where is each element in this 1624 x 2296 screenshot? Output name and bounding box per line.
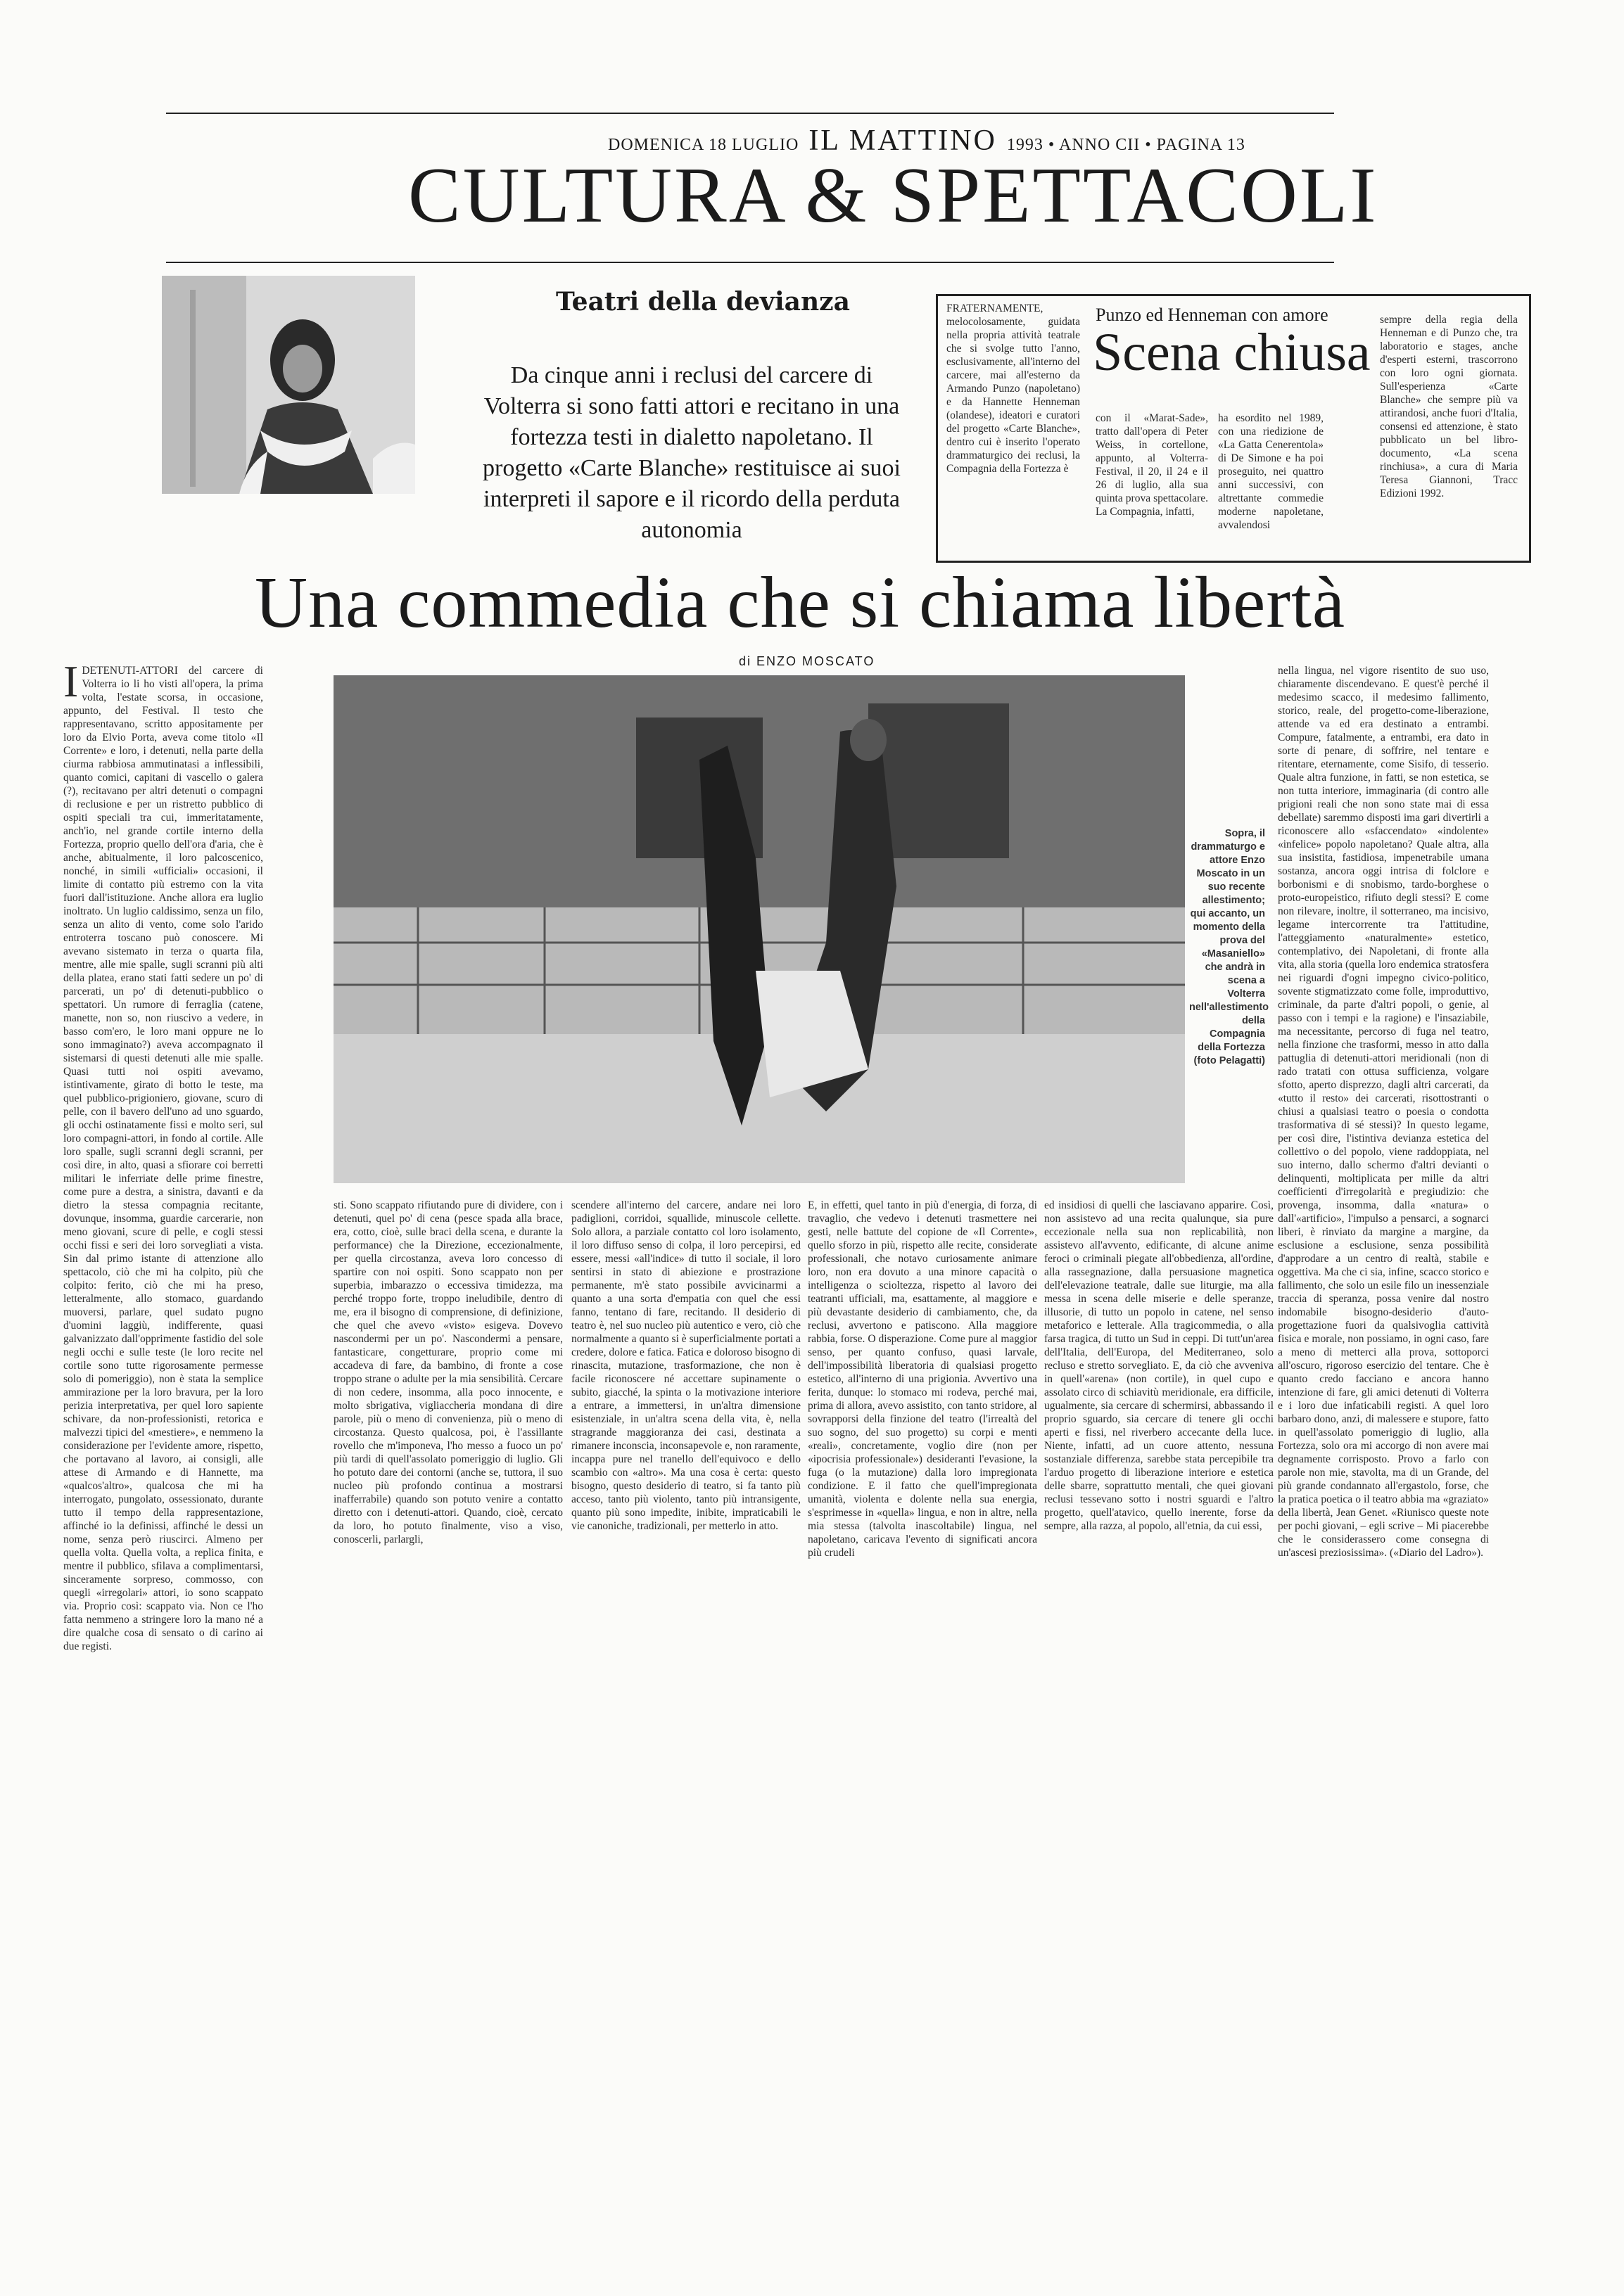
headline: Una commedia che si chiama libertà — [255, 562, 1346, 643]
masthead-day: DOMENICA 18 LUGLIO — [608, 136, 799, 154]
sidebar-col-3 — [1218, 412, 1324, 549]
article-col-3 — [571, 1199, 801, 1600]
sidebar-col-4-text: sempre della regia della Henneman e di Punzo che, tra laboratorio e stages, anche d'esperti esterni, trascorrono con loro ogni giornata. Sull'esperienza «Carte Blanche» che sempre più va attirandosi, anche fuori d'Italia, consensi ed attenzione, è stato pubblicato un bel libro-documento, «La scena rinchiusa», a cura di Maria Teresa Giannoni, Tracc Edizioni 1992. — [1380, 314, 1518, 499]
sidebar-box — [936, 294, 1531, 563]
sidebar-col-1 — [946, 302, 1080, 555]
sidebar-col-2 — [1096, 412, 1208, 549]
sidebar-title: Scena chiusa — [1093, 323, 1371, 382]
standfirst: Da cinque anni i reclusi del carcere di Volterra si sono fatti attori e recitano in una fortezza testi in dialetto napoletano. Il progetto «Carte Blanche» restituisce ai suoi interpreti il sapore e il ricordo della perduta autonomia — [483, 362, 901, 543]
article-col-6 — [1278, 664, 1489, 1607]
article-col-5-text: ed insidiosi di quelli che lasciavano apparire. Così, non assistevo ad una recita qualunque, sia pure eccezionale nella sua non replicabilità, non assistevo all'avvento, edificante, di alcune anime feroci o criminali piegate all'obbedienza, all'ordine, alla rassegnazione, dalla persuasione magnetica dell'elevazione teatrale, dalle sue liturgie, ma alla messa in scena delle miserie e delle speranze, illusorie, di tutto un popolo in catene, nel senso metaforico e letterale. Alla tragicommedia, o alla farsa tragica, di tutto un Sud in ceppi. Di tutt'un'area dell'Italia, dell'Europa, del Mediterraneo, solo recluso e stretto sorvegliato. E, da ciò che avveniva in quell'«arena» (non cortile), in quel cupo e assolato circo di schiavitù meridionale, era difficile, ugualmente, sia cercare di schermirsi, abbassando il proprio sguardo, sia cercare di tenere gli occhi aperti e fissi, nel riverbero accecante della luce. Niente, infatti, ad un cuore attento, nessuna sostanziale differenza, sarebbe stata percepibile tra l'arduo progetto di liberazione interiore e estetica delle sbarre, soprattutto mentali, che quei giovani reclusi tessevano sotto i nostri sguardi e l'altro progetto, quell'atavico, quello inerente, forse da sempre, alla razza, al popolo, all'etnia, da cui essi, — [1044, 1199, 1274, 1532]
article-col-3-text: scendere all'interno del carcere, andare nei loro padiglioni, corridoi, squallide, minuscole cellette. Solo allora, a parziale contatto col loro isolamento, il loro diffuso senso di colpa, il loro percepirsi, ed essere, messi «all'indice» di tutto il sociale, il loro sentirsi in stato di abiezione e prostrazione permanente, m'è stato possibile avvicinarmi a quanto a una sorta d'empatia con quel che essi fanno, tentano di fare, recitando. Il desiderio di teatro è, nel suo nucleo più autentico e vero, ciò che normalmente a quanto si è superficialmente portati a credere, dolore e fatica. Fatica e doloroso bisogno di rinascita, mutazione, trasformazione, che non è facile riconoscere né accettare supinamente o subito, giacché, la spinta o la motivazione interiore a entrare, a immettersi, in un'altra dimensione esistenziale, in un'altra scena della vita, è, nella stragrande maggioranza dei casi, destinata a rimanere inconscia, inconsapevole e, non raramente, incappa pure nel tranello dell'equivoco e dello scambio con «altro». Ma una cosa è certa: questo bisogno, questo desiderio di teatro, si fa tanto più acceso, tanto più violento, tanto più intransigente, quanto più sono impedite, inibite, impraticabili le vie canoniche, tradizionali, per metterlo in atto. — [571, 1199, 801, 1532]
article-col-1-text: DETENUTI-ATTORI del carcere di Volterra io li ho visti all'opera, la prima volta, l'estate scorsa, in occasione, appunto, del Festival. Il testo che rappresentavano, scritto appositamente per loro da Elvio Porta, aveva come titolo «Il Corrente» e loro, i detenuti, nella parte della ciurma rabbiosa ammutinatasi a inflessibili, quanto comici, capitani di vascello o galera (?), recitavano per altri detenuti o compagni di reclusione e per un ristretto pubblico di ospiti speciali tra cui, immeritatamente, anch'io, nel grande cortile interno della Fortezza, proprio quello dell'ora d'aria, che è anche, abitualmente, il loro palcoscenico, nonché, in simili «ufficiali» occasioni, il limite di contatto più estremo con la vita fuori dall'istituzione. Anche allora era luglio inoltrato. Un luglio caldissimo, senza un filo, senza un alito di vento, come solo l'arido entroterra toscano può conoscere. Mi avevano sistemato in terza o quarta fila, mentre, alle mie spalle, sugli scranni più alti della platea, erano stati fatti sedere un po' di parcerati, un po' di detenuti-pubblico o spettatori. Un rumore di ferraglia (catene, manette, non so, non riuscivo a vedere, in basso com'ero, le loro mani oppure ne lo sono immaginato?) aveva accompagnato il sistemarsi di questi detenuti alle mie spalle. Quasi tutti noi ospiti avevamo, istintivamente, girato di botto le teste, ma quel pubblico-prigioniero, giovane, scuro di pelle, con il bavero dell'uno ad uno sguardo, gli occhi ostinatamente fissi e molto seri, sul loro compagni-attori, in fondo al cortile. Alle loro spalle, sugli scranni degli scranni, per così dire, in alto, quasi a sfiorare coi berretti militari le inferriate delle prime finestre, come pure a destra, a sinistra, davanti e da dietro la stessa compagnia recitante, dovunque, insomma, guardie carcerarie, non meno giovani, scure di pelle, e cogli stessi occhi fissi e seri dei loro sorvegliati a vista. Sin dal primo istante di attenzione allo spettacolo, ciò che mi ha colpito, più che colpito: ferito, ciò che mi ha preso, letteralmente, allo stomaco, guardando muoversi, parlare, quel sudato pugno d'uomini laggiù, indifferente, quasi galvanizzato dall'opprimente fastidio del sole negli occhi e sulle teste (le loro recite nel cortile sono tutte rigorosamente permesse solo di pomeriggio), non è stata la semplice ammirazione per la loro bravura, per la loro perizia interpretativa, per quel loro sapiente schivare, da non-professionisti, retorica e malvezzi tipici del «mestiere», e nemmeno la considerazione per l'evidente amore, rispetto, che portavano al lavoro, ai consigli, alle attese di Armando e di Hannette, ma «qualcos'altro», qualcosa che mi ha interrogato, pungolato, ossessionato, durante tutto il tempo della rappresentazione, affinché io la definissi, affinché le dessi un nome, senza però riuscirci. Almeno per quella volta. Quella volta, a replica finita, e mentre il pubblico, sfilava a complimentarsi, sinceramente sorpreso, commosso, con quegli «irregolari» attori, io sono scappato via. Proprio così: scappato via. Non ce l'ho fatta nemmeno a stringere loro la mano né a dire qualche cosa di sensato o di carino ai due registi. — [63, 665, 263, 1652]
section-rule — [166, 262, 1334, 263]
masthead-top-rule — [166, 113, 1334, 114]
article-col-4 — [808, 1199, 1037, 1600]
photo-caption: Sopra, il drammaturgo e attore Enzo Moscato in un suo recente allestimento; qui accanto, un momento della prova del «Masaniello» che andrà in scena a Volterra nell'allestimento della Compagnia della Fortezza (foto Pelagatti) — [1189, 828, 1269, 1066]
article-col-2 — [334, 1199, 563, 1579]
sidebar-col-1-text: FRATERNAMENTE, melocolosamente, guidata nella propria attività teatrale che si svolge tutto l'anno, esclusivamente, all'interno del carcere, mai all'esterno da Armando Punzo (napoletano) e da Hannette Henneman (olandese), ideatori e curatori del progetto «Carte Blanche», dentro cui è inserito l'operato drammaturgico dei reclusi, la Compagnia della Fortezza è — [946, 302, 1080, 475]
article-col-6-text: nella lingua, nel vigore risentito de suo uso, chiaramente discendevano. E quest'è perché il medesimo scacco, il medesimo fallimento, storico, reale, del progetto-come-liberazione, attende va ed era destinato a entrambi. Compure, fatalmente, a entrambi, era dato in sorte di penare, di soffrire, nel tentare e ritentare, eternamente, come Sisifo, di tesserio. Quale altra funzione, in fatti, se non estetica, se non tutta interiore, immaginaria (di contro alle prigioni reali che non sono state mai di essa debellate) saremmo disposti ima gari divertirli a riconoscere allo «sfaccendato» «indolente» «infelice» popolo napoletano? Quale altra, alla sua insistita, fastidiosa, impenetrabile umana sostanza, ancora oggi intrisa di folclore e borbonismi e di snobismo, tardo-borghese o proto-europeistico, rifiuto degli stessi? E come non rilevare, inoltre, il sotterraneo, ma incisivo, legame intercorrente tra l'attitudine, l'atteggiamento «naturalmente» estetico, contemplativo, dei Napoletani, di fronte alla vita, alla storia (quella loro endemica stratosfera nei riguardi d'ogni impegno civico-politico, sovente stigmatizzato come folle, improduttivo, criminale, da parte d'altri popoli, o genie, al passo con i tempi e la ragione) e l'insaziabile, ma necessitante, percorso di fuga nel teatro, nella finzione che trasformi, messo in atto dalla pattuglia di detenuti-attori meridionali (non di rado tratati con ottusa sufficienza, volgare sfotto, aperto disprezzo, dagli altri carcerati, da «tutto il resto» dei carcerati, risottostranti o chiusi a qualsiasi teatro o poesia o condotta trasformativa di sé stessi)? In questo legame, per così dire, l'istintiva devianza estetica del collettivo o del popolo, viene raddoppiata, nel suo interno, dallo schermo d'altri devianti o delinquenti, moltiplicata per mille da altri coefficienti d'irregolarità e pregiudizio: che provenga, insomma, dalla «natura» o dall'«artificio», l'impulso a pensarci, a sognarci liberi, è rinviato da margine a margine, da esclusione a esclusione, senza possibilità d'approdare a un centro di realtà, stabile e oggettiva. Ma che ci sia, infine, scacco storico e fallimento, che solo un esile filo un inessenziale traccia di speranza, possa venire dal nostro indomabile bisogno-desiderio d'auto-progettazione fuori da qualsivoglia cattività fisica e morale, non possiamo, in ogni caso, fare a meno di metterci alla prova, sottoporci all'oscuro, rigoroso esercizio del tentare. Che è quanto credo facciano e ancora hanno intenzione di fare, gli amici detenuti di Volterra e i loro due infaticabili registi. A quel loro barbaro dono, anzi, di malessere e stupore, fatto in quell'assolato pomeriggio di luglio, alla Fortezza, solo ora mi accorgo di non avere mai degnamente corrisposto. Provo a farlo con parole non mie, stavolta, ma di un Grande, del più grande condannato all'ergastolo, forse, che la pratica poetica o il teatro abbia ma «graziato» della libertà, Jean Genet. «Riunisco queste note per pochi giovani, – egli scrive – Mi piacerebbe che le considerassero come consegna di un'ascesi preziosissima». («Diario del Ladro»). — [1278, 665, 1489, 1559]
sidebar-col-3-text: ha esordito nel 1989, con una riedizione de «La Gatta Cenerentola» di De Simone e ha poi proseguito, nei quattro anni successivi, con altrettante commedie moderne napoletane, avvalendosi — [1218, 412, 1324, 531]
masthead-details: 1993 • ANNO CII • PAGINA 13 — [1006, 136, 1245, 154]
newspaper-name: IL MATTINO — [808, 125, 997, 157]
section-title: CULTURA & SPETTACOLI — [408, 152, 1378, 239]
article-col-2-text: sti. Sono scappato rifiutando pure di dividere, con i detenuti, quel po' di cena (pesce spada alla brace, era, cotto, cioè, sulle braci della scena, e durante la performance) che la Direzione, eccezionalmente, per quella circostanza, aveva loro concesso di spartire con noi ospiti. Sono scappato non per superbia, imbarazzo o eccessiva timidezza, ma perché troppo forte, troppo ineludibile, dentro di me, era il bisogno di comprensione, di definizione, che quel che avevo «visto» esigeva. Dovevo nascondermi per un po'. Nascondermi a pensare, fantasticare, congetturare, proprio come mi accadeva di fare, da bambino, di fronte a cose troppo strane o adulte per la mia sensibilità. Cercare di non cedere, insomma, alla poco innocente, e molto sbrigativa, vigliaccheria mondana di dire parole, più o meno di convenienza, più o meno di circostanza. Questo qualcosa, poi, è l'assillante rovello che m'imponeva, l'ho messo a fuoco un po' più tardi di quell'assolato pomeriggio di luglio. Gli ho potuto dare dei contorni (anche se, tuttora, il suo nucleo più profondo continua a mostrarsi inafferrabile) quando son potuto venire a contatto diretto con i detenuti-attori. Quando, cioè, cercato da loro, ho potuto finalmente, viso a viso, conoscerli, parlargli, — [334, 1199, 563, 1545]
drop-cap: I — [63, 664, 79, 706]
article-col-5 — [1044, 1199, 1274, 1600]
sidebar-col-2-text: con il «Marat-Sade», tratto dall'opera di Peter Weiss, in cortellone, appunto, al Volterra-Festival, il 20, il 24 e il 26 di luglio, alla sua quinta prova spettacolare. La Compagnia, infatti, — [1096, 412, 1208, 518]
sidebar-col-4 — [1380, 313, 1518, 552]
article-col-4-text: E, in effetti, quel tanto in più d'energia, di forza, di travaglio, che vedevo i detenuti trasmettere nei gesti, nelle battute del copione de «Il Corrente», quello sforzo in più, rispetto alle recite, considerate professionali, che notavo curiosamente animare loro, non era dovuto a una minore capacità o intelligenza o scioltezza, rispetto al lavoro dei teatranti ufficiali, ma, esattamente, al maggiore e più devastante desiderio di cambiamento, che, da reclusi, avvertono e patiscono. Alla maggiore rabbia, forse. O disperazione. Come pure al maggior senso, per quanto confuso, quasi larvale, dell'impossibilità liberatoria di qualsiasi progetto estetico, all'interno di una prigionia. Avvertivo una ferita, dunque: lo stomaco mi rodeva, perché mai, prima di allora, avevo assistito, con tanto stridore, al sovrapporsi della finzione del teatro (l'irrealtà del suo sogno, del suo progetto) su corpi e menti «reali», concretamente, voglio dire (non per «ipocrisia professionale») desideranti l'evasione, la fuga (o la mutazione) dalla loro impregionata condizione. E il fatto che quell'impregionata umanità, violenta e dolente nella sua energia, s'esprimesse in «quella» lingua, e non in altre, nella mia stessa (talvolta inascoltabile) lingua, nel napoletano, caricava l'evento di significati ancora più crudeli — [808, 1199, 1037, 1559]
kicker: Teatri della devianza — [556, 287, 850, 317]
sidebar-kicker: Punzo ed Henneman con amore — [1096, 305, 1328, 325]
rehearsal-photo — [334, 675, 1185, 1183]
article-col-1 — [63, 664, 263, 1856]
masthead — [166, 124, 1334, 157]
actor-portrait-photo — [162, 276, 415, 494]
byline: di ENZO MOSCATO — [739, 654, 875, 668]
